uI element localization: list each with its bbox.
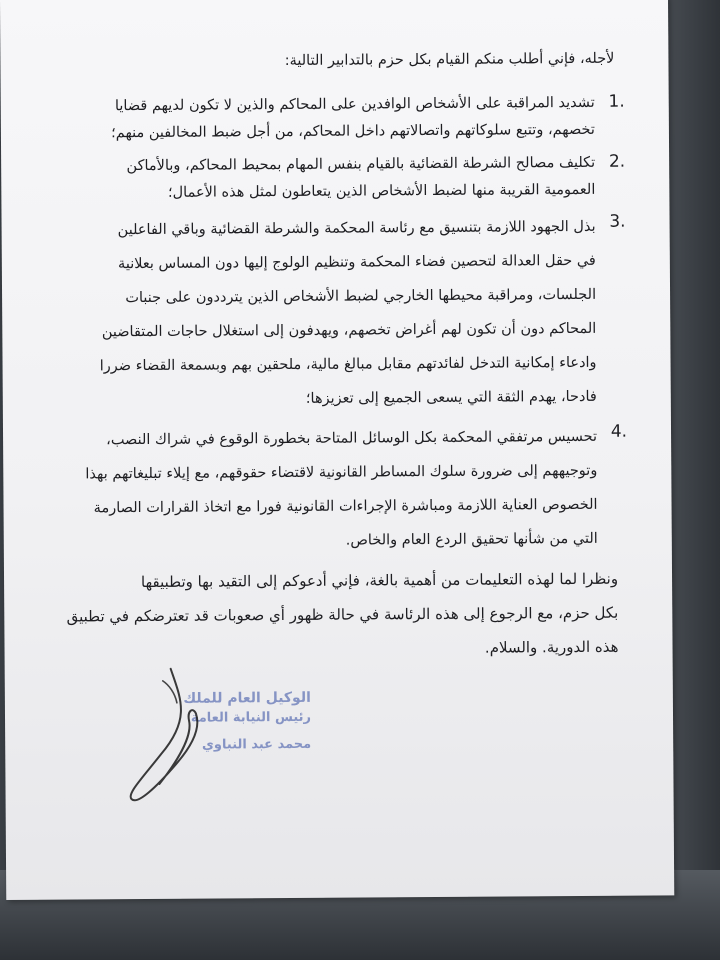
item-number: 4.: [610, 421, 628, 442]
stamp-title-line: الوكيل العام للملك: [183, 689, 311, 707]
measure-item-3: [35, 210, 636, 418]
item-line: وادعاء إمكانية التدخل لفائدتهم مقابل مبالغ مالية، ملحقين بهم وبسمعة القضاء ضررا: [99, 354, 597, 375]
signature-block: [101, 687, 362, 819]
handwritten-signature: [101, 658, 242, 819]
stamp-role-line: رئيس النيابة العامة: [190, 709, 312, 726]
item-number: 2.: [608, 151, 626, 172]
item-number: 3.: [609, 211, 626, 232]
stamp-name-line: محمد عبد النباوي: [201, 736, 312, 753]
item-line: في حقل العدالة لتحصين فضاء المحكمة وتنظيم الولوج إليها دون المساس بعلانية: [117, 252, 596, 273]
closing-line: ونظرا لما لهذه التعليمات من أهمية بالغة، فإني أدعوكم إلى التقيد بها وتطبيقها: [140, 569, 619, 592]
item-line: بذل الجهود اللازمة بتنسيق مع رئاسة المحكمة والشرطة القضائية وباقي الفاعلين: [117, 218, 596, 239]
item-line: فادحا، يهدم الثقة التي يسعى الجميع إلى تعزيزها؛: [305, 388, 597, 407]
item-line: الجلسات، ومراقبة محيطها الخارجي لضبط الأشخاص الذين يترددون على جنبات: [125, 286, 597, 307]
closing-line: بكل حزم، مع الرجوع إلى هذه الرئاسة في حالة ظهور أي صعوبات قد تعترضكم في تطبيق: [66, 603, 619, 626]
item-line: تحسيس مرتفقي المحكمة بكل الوسائل المتاحة بخطورة الوقوع في شراك النصب،: [106, 428, 598, 449]
closing-line: هذه الدورية. والسلام.: [484, 637, 619, 657]
item-line: المحاكم دون أن تكون لهم أغراض تخصهم، ويهدفون إلى استغلال حاجات المتقاضين: [101, 320, 597, 341]
intro-line: لأجله، فإني أطلب منكم القيام بكل حزم بالتدابير التالية:: [284, 50, 615, 70]
item-line: تخصهم، وتتبع سلوكاتهم واتصالاتهم داخل المحاكم، من أجل ضبط المخالفين منهم؛: [111, 121, 595, 142]
item-line: التي من شأنها تحقيق الردع العام والخاص.: [345, 530, 598, 549]
measure-item-4: [37, 420, 638, 560]
item-line: العمومية القريبة منها لضبط الأشخاص الذين يتعاطون لمثل هذه الأعمال؛: [167, 181, 596, 201]
measure-item-2: [35, 150, 635, 208]
document-body: [34, 48, 638, 668]
item-line: وتوجيههم إلى ضرورة سلوك المساطر القانونية لاقتضاء حقوقهم، مع إيلاء تبليغاتهم بهذا: [85, 462, 598, 483]
item-number: 1.: [608, 91, 625, 112]
closing-paragraph: [38, 562, 639, 668]
item-line: الخصوص العناية اللازمة ومباشرة الإجراءات القانونية فورا مع اتخاذ القرارات الصارمة: [93, 496, 598, 517]
item-line: تكليف مصالح الشرطة القضائية بالقيام بنفس المهام بمحيط المحاكم، وبالأماكن: [126, 154, 596, 175]
item-line: تشديد المراقبة على الأشخاص الوافدين على المحاكم والذين لا تكون لديهم قضايا: [114, 94, 595, 115]
measure-item-1: [35, 90, 635, 148]
